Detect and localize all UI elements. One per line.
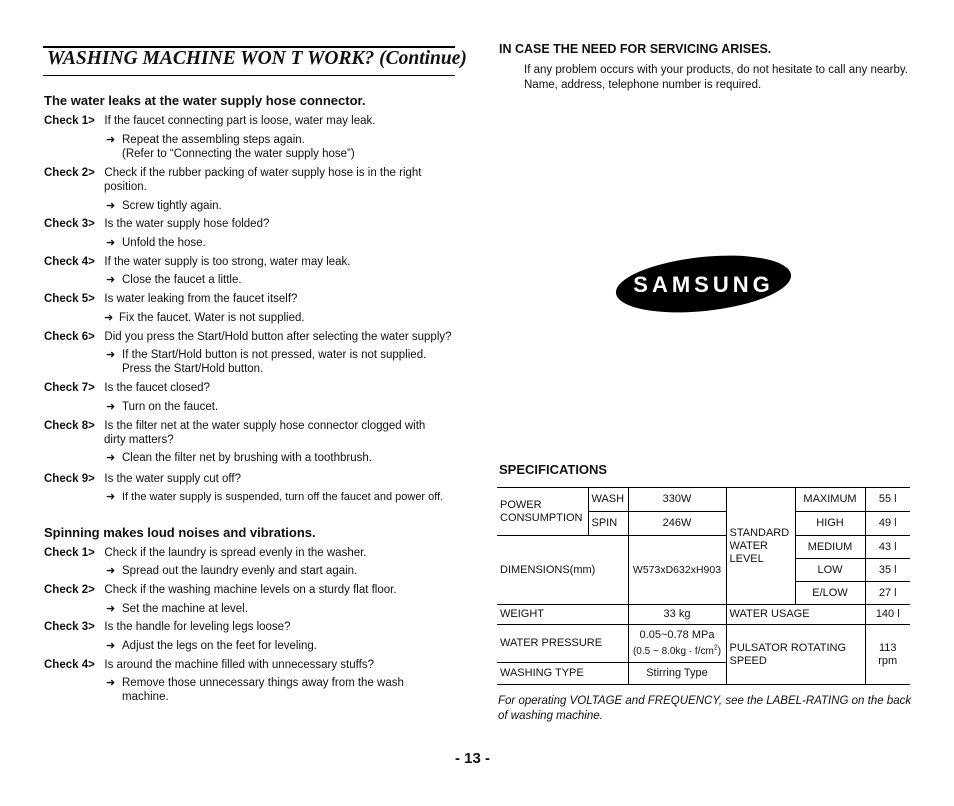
check-row: Check 8> Is the filter net at the water supply hose connector clogged with [44,420,426,432]
arrow-icon: ➜ [106,640,116,652]
service-line-1: If any problem occurs with your products, do not hesitate to call any nearby. [524,64,908,76]
arrow-icon: ➜ [106,491,116,503]
check-row: Check 2> Check if the rubber packing of water supply hose is in the right [44,167,422,179]
svg-text:SAMSUNG: SAMSUNG [633,272,774,297]
level-name: E/LOW [795,582,865,605]
spin-label: SPIN [588,512,628,536]
wash-value: 330W [628,488,726,512]
level-name: MEDIUM [795,536,865,559]
arrow-icon: ➜ [106,677,116,689]
water-usage-value: 140 l [865,605,910,625]
arrow-icon: ➜ [106,401,116,413]
check-row: Check 3> Is the handle for leveling legs loose? [44,621,291,633]
level-value: 35 l [865,559,910,582]
pulsator-value: 113 rpm [865,625,910,685]
check-row: Check 4> Is around the machine filled with unnecessary stuffs? [44,659,374,671]
arrow-icon: ➜ [106,274,116,286]
noise-heading: Spinning makes loud noises and vibrations. [44,525,316,540]
arrow-icon: ➜ [106,134,116,146]
leak-heading: The water leaks at the water supply hose connector. [44,93,366,108]
level-name: LOW [795,559,865,582]
arrow-icon: ➜ [106,237,116,249]
arrow-icon: ➜ [106,565,116,577]
pressure-value: 0.05~0.78 MPa (0.5 ~ $8.0kg \cdot f/cm^2$) [628,625,726,663]
action-row: ➜ If the water supply is suspended, turn off the faucet and power off. [106,491,444,503]
arrow-icon: ➜ [106,349,116,361]
level-value: 43 l [865,536,910,559]
arrow-icon: ➜ [104,312,114,324]
arrow-icon: ➜ [106,452,116,464]
standard-water-level-label: STANDARD WATER LEVEL [726,488,795,605]
action-row: ➜ If the Start/Hold button is not pressed, water is not supplied. Press the Start/Hold button. [106,349,427,375]
arrow-icon: ➜ [106,200,116,212]
service-line-2: Name, address, telephone number is required. [524,79,762,91]
specs-heading: SPECIFICATIONS [499,462,608,477]
wash-label: WASH [588,488,628,512]
voltage-note: For operating VOLTAGE and FREQUENCY, see the LABEL-RATING on the back of washing machine. [498,695,912,722]
check-row: Check 5> Is water leaking from the faucet itself? [44,293,298,305]
water-usage-label: WATER USAGE [726,605,865,625]
specifications-table [497,487,910,685]
level-value: 27 l [865,582,910,605]
weight-label: WEIGHT [497,605,628,625]
dimensions-value: W573xD632xH903 [628,536,726,605]
weight-value: 33 kg [628,605,726,625]
action-row: ➜ Repeat the assembling steps again. (Refer to “Connecting the water supply hose”) [106,134,355,160]
level-value: 49 l [865,512,910,536]
level-value: 55 l [865,488,910,512]
action-row: ➜ Adjust the legs on the feet for leveling. [106,640,317,652]
action-row: ➜ Close the faucet a little. [106,274,242,286]
action-row: ➜ Fix the faucet. Water is not supplied. [104,312,305,324]
washing-type-value: Stirring Type [628,663,726,685]
action-row: ➜ Turn on the faucet. [106,401,219,413]
check-row: Check 1> If the faucet connecting part is loose, water may leak. [44,115,376,127]
check-row: Check 3> Is the water supply hose folded? [44,218,270,230]
power-label: POWER CONSUMPTION [497,488,588,536]
check-row: Check 7> Is the faucet closed? [44,382,210,394]
check-row: Check 9> Is the water supply cut off? [44,473,242,485]
service-heading: IN CASE THE NEED FOR SERVICING ARISES. [499,42,772,56]
check-row-cont: dirty matters? [104,434,174,446]
check-row: Check 4> If the water supply is too strong, water may leak. [44,256,351,268]
check-row-cont: position. [104,181,147,193]
pressure-label: WATER PRESSURE [497,625,628,663]
samsung-logo [615,254,792,314]
action-row: ➜ Unfold the hose. [106,237,206,249]
check-row: Check 2> Check if the washing machine levels on a sturdy flat floor. [44,584,397,596]
washing-type-label: WASHING TYPE [497,663,628,685]
action-row: ➜ Set the machine at level. [106,603,248,615]
page-number: - 13 - [455,750,491,767]
pulsator-label: PULSATOR ROTATING SPEED [726,625,865,685]
action-row: ➜ Remove those unnecessary things away from the wash machine. [106,677,404,703]
level-name: HIGH [795,512,865,536]
arrow-icon: ➜ [106,603,116,615]
check-row: Check 6> Did you press the Start/Hold button after selecting the water supply? [44,331,452,343]
page-title: WASHING MACHINE WON T WORK? (Continue) [47,48,467,69]
action-row: ➜ Screw tightly again. [106,200,222,212]
action-row: ➜ Spread out the laundry evenly and start again. [106,565,358,577]
action-row: ➜ Clean the filter net by brushing with a toothbrush. [106,452,372,464]
check-row: Check 1> Check if the laundry is spread evenly in the washer. [44,547,367,559]
spin-value: 246W [628,512,726,536]
level-name: MAXIMUM [795,488,865,512]
dimensions-label: DIMENSIONS(mm) [497,536,628,605]
